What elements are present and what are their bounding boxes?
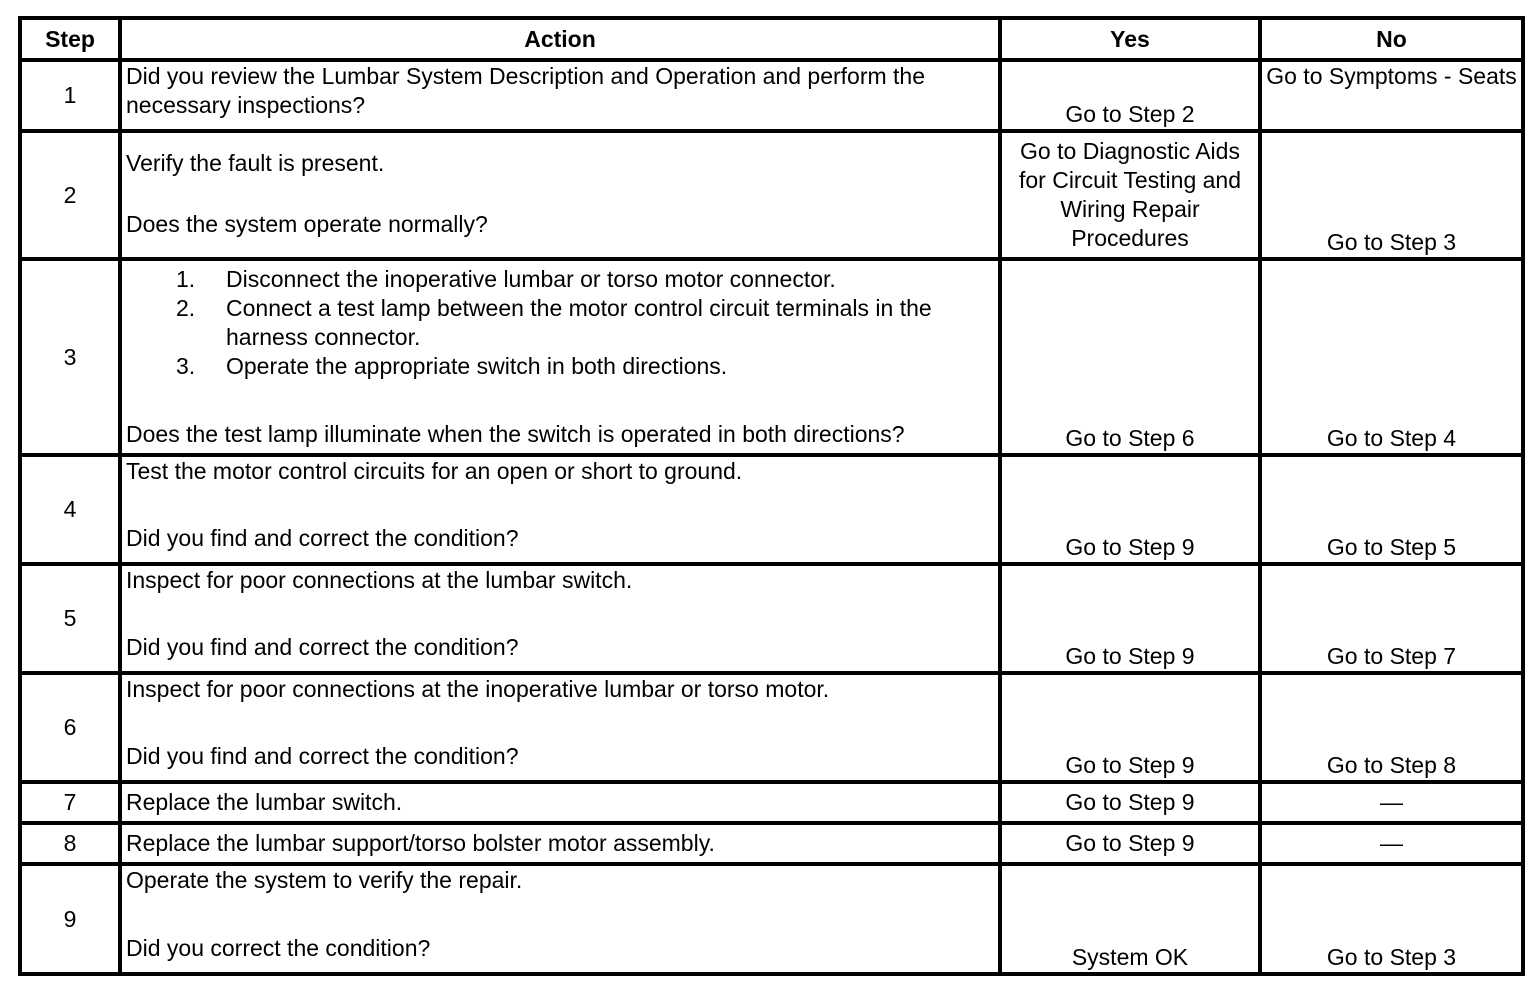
table-row xyxy=(20,131,1523,259)
yes-result: Go to Step 9 xyxy=(1000,782,1260,823)
yes-result: Go to Step 9 xyxy=(1000,673,1260,782)
table-row xyxy=(20,864,1523,974)
no-result: Go to Step 3 xyxy=(1260,131,1523,259)
step-number: 4 xyxy=(20,455,120,564)
no-result: Go to Step 4 xyxy=(1260,259,1523,455)
no-result: — xyxy=(1260,823,1523,864)
action-cell xyxy=(120,259,1000,455)
no-result: — xyxy=(1260,782,1523,823)
step-number: 9 xyxy=(20,864,120,974)
action-text: Inspect for poor connections at the lumbar switch. xyxy=(126,567,633,593)
action-question: Did you find and correct the condition? xyxy=(126,634,519,660)
action-text: Test the motor control circuits for an open or short to ground. xyxy=(126,458,743,484)
yes-result: Go to Step 9 xyxy=(1000,455,1260,564)
list-item: 2. Connect a test lamp between the motor control circuit terminals in the harness connector. xyxy=(176,295,932,350)
table-row xyxy=(20,673,1523,782)
step-number: 1 xyxy=(20,60,120,131)
header-row xyxy=(20,18,1523,60)
yes-result: Go to Step 6 xyxy=(1000,259,1260,455)
step-number: 6 xyxy=(20,673,120,782)
action-question: Did you find and correct the condition? xyxy=(126,743,519,769)
yes-result: Go to Step 9 xyxy=(1000,823,1260,864)
header-no: No xyxy=(1260,18,1523,60)
no-result: Go to Step 7 xyxy=(1260,564,1523,673)
list-item: 3. Operate the appropriate switch in both directions. xyxy=(176,353,728,379)
table-row xyxy=(20,564,1523,673)
step-number: 2 xyxy=(20,131,120,259)
action-text: Replace the lumbar switch. xyxy=(120,782,1000,823)
diagnostic-table xyxy=(18,16,1525,976)
substep-list xyxy=(126,265,994,381)
step-number: 8 xyxy=(20,823,120,864)
table-row xyxy=(20,823,1523,864)
action-cell xyxy=(120,864,1000,974)
yes-result: Go to Step 2 xyxy=(1000,60,1260,131)
yes-result: Go to Diagnostic Aids for Circuit Testing and Wiring Repair Procedures xyxy=(1000,131,1260,259)
yes-result: Go to Step 9 xyxy=(1000,564,1260,673)
action-cell xyxy=(120,673,1000,782)
action-text: Replace the lumbar support/torso bolster motor assembly. xyxy=(120,823,1000,864)
table-row xyxy=(20,259,1523,455)
action-text: Operate the system to verify the repair. xyxy=(126,867,523,893)
header-action: Action xyxy=(120,18,1000,60)
header-step: Step xyxy=(20,18,120,60)
action-question: Did you correct the condition? xyxy=(126,935,431,961)
table-row xyxy=(20,782,1523,823)
no-result: Go to Step 5 xyxy=(1260,455,1523,564)
action-text: Inspect for poor connections at the inoperative lumbar or torso motor. xyxy=(126,676,830,702)
step-number: 7 xyxy=(20,782,120,823)
action-text: Did you review the Lumbar System Description and Operation and perform the necessary inspections? xyxy=(120,60,1000,131)
step-number: 3 xyxy=(20,259,120,455)
no-result: Go to Symptoms - Seats xyxy=(1260,60,1523,131)
action-question: Does the system operate normally? xyxy=(126,211,488,237)
header-yes: Yes xyxy=(1000,18,1260,60)
action-cell xyxy=(120,564,1000,673)
table-row xyxy=(20,455,1523,564)
list-item: 1. Disconnect the inoperative lumbar or torso motor connector. xyxy=(176,266,836,292)
action-cell xyxy=(120,455,1000,564)
action-question: Did you find and correct the condition? xyxy=(126,525,519,551)
yes-result: System OK xyxy=(1000,864,1260,974)
action-text: Verify the fault is present. xyxy=(126,150,385,176)
no-result: Go to Step 8 xyxy=(1260,673,1523,782)
no-result: Go to Step 3 xyxy=(1260,864,1523,974)
table-row xyxy=(20,60,1523,131)
action-cell xyxy=(120,131,1000,259)
action-question: Does the test lamp illuminate when the switch is operated in both directions? xyxy=(126,421,905,447)
step-number: 5 xyxy=(20,564,120,673)
